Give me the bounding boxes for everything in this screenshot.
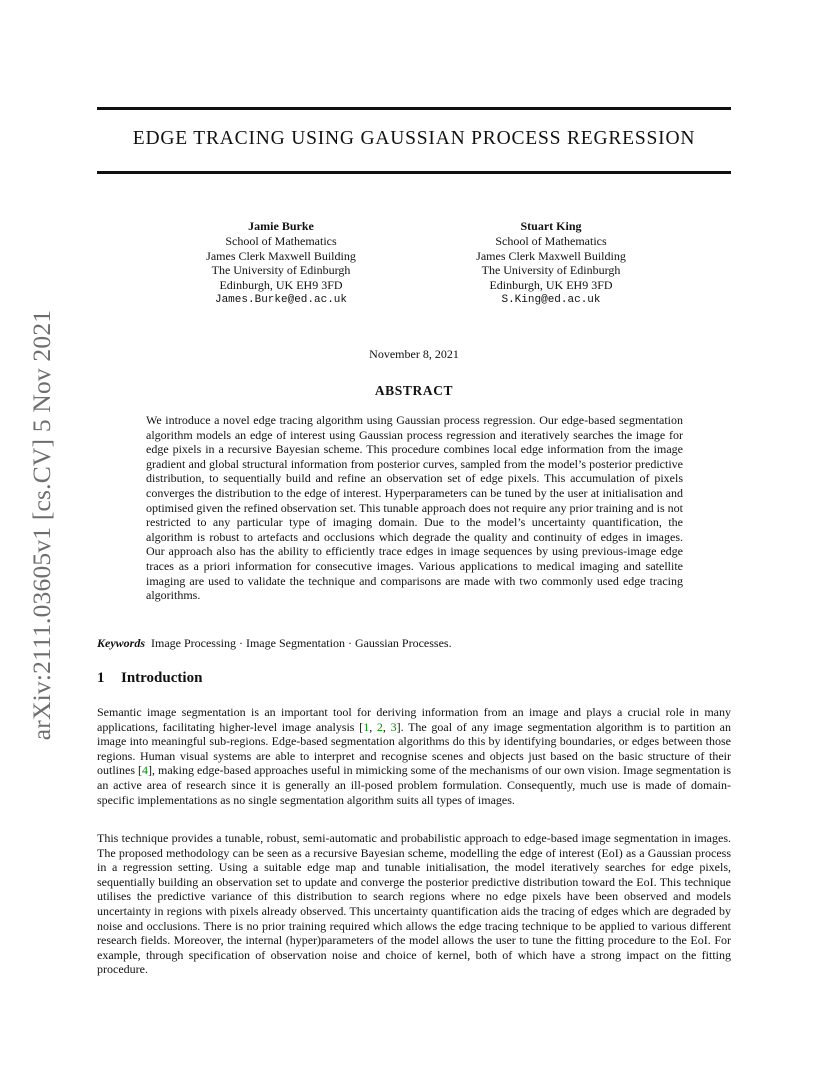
keywords-label: Keywords [97, 636, 145, 650]
paper-date: November 8, 2021 [369, 347, 459, 361]
citation-link[interactable]: 4 [142, 763, 149, 778]
author-name: Jamie Burke [248, 219, 314, 233]
author-city: Edinburgh, UK EH9 3FD [219, 278, 343, 293]
intro-text: ], making edge-based approaches useful in mimicking some of the mechanisms of our own vision. Image segmentation is an active area of research since it is generally an ill-posed problem formulation. Consequently, much use is made of domain-specific implementations as no single segmentation algorithm suits all types of images. [97, 763, 731, 807]
author-university: The University of Edinburgh [211, 263, 351, 278]
arxiv-stamp-text: arXiv:2111.03605v1 [cs.CV] 5 Nov 2021 [27, 309, 56, 741]
abstract-heading: ABSTRACT [374, 383, 454, 398]
author-name: Stuart King [520, 219, 582, 233]
paper-title: EDGE TRACING USING GAUSSIAN PROCESS REGRESSION [132, 128, 696, 149]
intro-text: Semantic image segmentation is an important tool for deriving information from an image and plays a crucial role in many applications, facilitating higher-level image analysis [ [97, 705, 731, 734]
section-heading-introduction [97, 670, 202, 687]
title-rule-top [97, 107, 731, 110]
keywords-line [97, 636, 731, 651]
author-building: James Clerk Maxwell Building [476, 248, 626, 263]
citation-link[interactable]: 3 [390, 719, 397, 734]
author-block-2 [436, 219, 666, 308]
abstract-body: We introduce a novel edge tracing algorithm using Gaussian process regression. Our edge-based segmentation algorithm models an edge of interest using Gaussian process regression and iteratively searches the image for edge pixels in a recursive Bayesian scheme. This procedure combines local edge information from the image gradient and global structural information from posterior curves, sampled from the model’s posterior predictive distribution, to sequentially build and refine an observation set of edge pixels. This accumulation of pixels converges the distribution to the edge of interest. Hyperparameters can be tuned by the user at initialisation and optimised given the refined observation set. This tunable approach does not require any prior training and is not restricted to any particular type of imaging domain. Due to the model’s uncertainty quantification, the algorithm is robust to artefacts and occlusions which degrade the quality and continuity of edges in images. Our approach also has the ability to efficiently trace edges in image sequences by using previous-image edge traces as a priori information for consecutive images. Various applications to medical imaging and satellite imaging are used to validate the technique and comparisons are made with two commonly used edge tracing algorithms. [146, 413, 683, 603]
citation-link[interactable]: 1 [363, 719, 370, 734]
author-university: The University of Edinburgh [481, 263, 621, 278]
arxiv-stamp [0, 0, 60, 1072]
section-number: 1 [97, 670, 105, 686]
intro-text: ]. The goal of any image segmentation algorithm is to partition an image into meaningful sub-regions. Edge-based segmentation algorithms do this by identifying boundaries, or edges between those regions. Human visual systems are able to interpret and recognise scenes and objects just based on the basic structure of their outlines [ [97, 719, 732, 778]
intro-paragraph-1: Semantic image segmentation is an important tool for deriving information from an image and plays a crucial role in many applications, facilitating higher-level image analysis [1, 2, 3]. The goal of any image segmentation algorithm is to partition an image into meaningful sub-regions. Edge-based segmentation algorithms do this by identifying boundaries, or edges between those regions. Human visual systems are able to interpret and recognise scenes and objects just based on the basic structure of their outlines [4], making edge-based approaches useful in mimicking some of the mechanisms of our own vision. Image segmentation is an active area of research since it is generally an ill-posed problem formulation. Consequently, much use is made of domain-specific implementations as no single segmentation algorithm suits all types of images. [97, 705, 732, 807]
author-city: Edinburgh, UK EH9 3FD [489, 278, 613, 293]
section-title: Introduction [121, 670, 203, 686]
author-building: James Clerk Maxwell Building [206, 248, 356, 263]
author-email: S.King@ed.ac.uk [501, 293, 601, 306]
author-email: James.Burke@ed.ac.uk [214, 293, 348, 306]
keywords-text: Image Processing · Image Segmentation · Gaussian Processes. [151, 636, 452, 650]
author-dept: School of Mathematics [225, 233, 337, 248]
citation-link[interactable]: 2 [376, 719, 383, 734]
title-rule-bottom [97, 171, 731, 174]
intro-paragraph-2: This technique provides a tunable, robust, semi-automatic and probabilistic approach to edge-based image segmentation in images. The proposed methodology can be seen as a recursive Bayesian scheme, modelling the edge of interest (EoI) as a Gaussian process in a regression setting. Using a suitable edge map and tunable initialisation, the model iteratively searches for edge pixels, sequentially building an observation set to update and converge the posterior predictive distribution toward the EoI. This technique utilises the predictive variance of this distribution to search regions where no edge pixels have been observed and models uncertainty in regions with pixels already observed. This uncertainty quantification aids the tracing of edges which are degraded by noise and occlusions. There is no prior training required which allows the edge tracing technique to be applied to various different research fields. Moreover, the internal (hyper)parameters of the model allows the user to tune the fitting procedure to the EoI. For example, through specification of observation noise and choice of kernel, both of which have a strong impact on the fitting procedure. [97, 831, 731, 977]
author-dept: School of Mathematics [495, 233, 607, 248]
author-block-1 [166, 219, 396, 308]
